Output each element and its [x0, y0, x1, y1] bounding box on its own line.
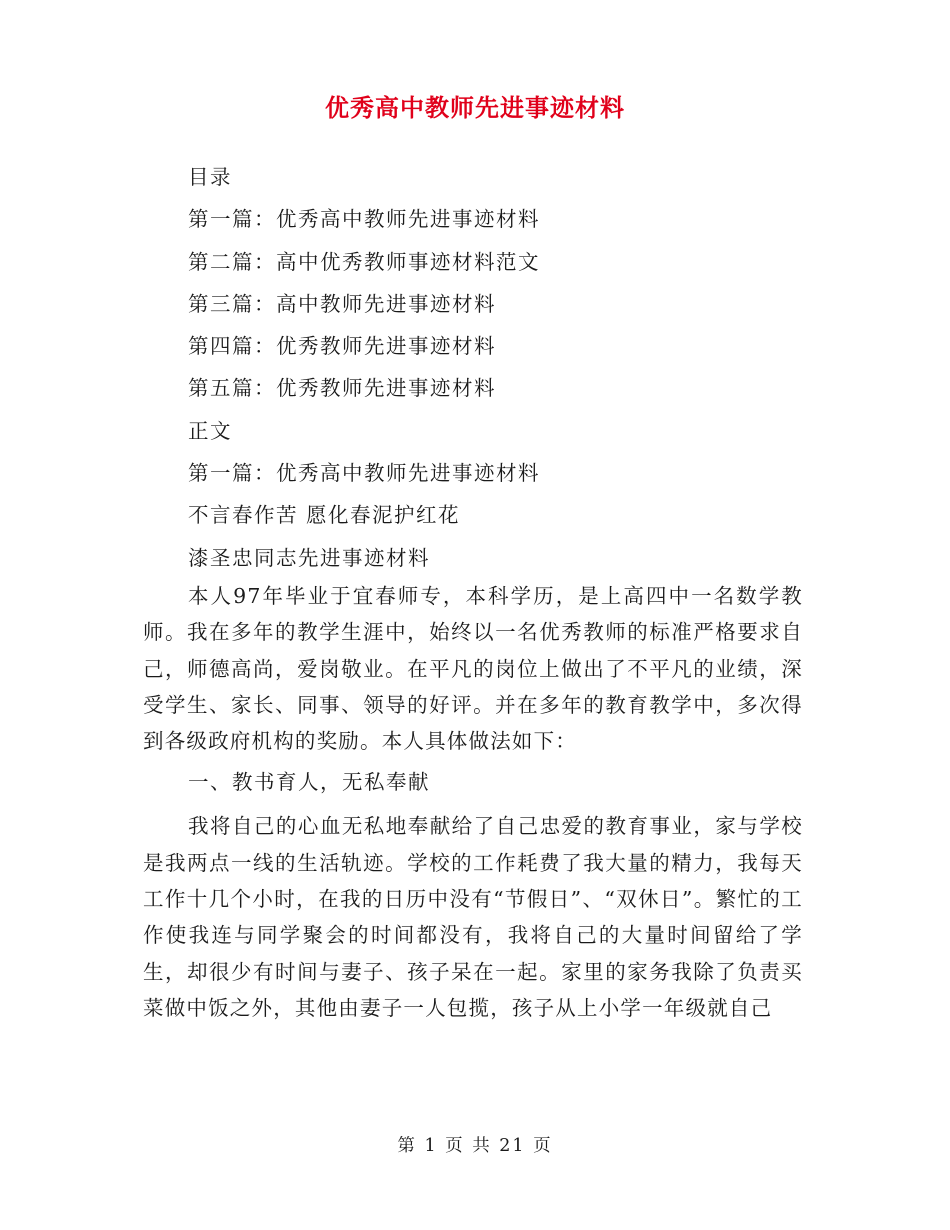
toc-item-3: 第三篇：高中教师先进事迹材料: [188, 291, 496, 316]
body-text: [143, 578, 803, 1026]
document-title: 优秀高中教师先进事迹材料: [325, 93, 625, 122]
chapter-title: 第一篇：优秀高中教师先进事迹材料: [188, 461, 540, 486]
table-of-contents: [188, 156, 828, 579]
toc-item-1: 第一篇：优秀高中教师先进事迹材料: [188, 207, 540, 232]
chapter-byline: 漆圣忠同志先进事迹材料: [188, 545, 430, 570]
page-footer: 第 1 页 共 21 页: [397, 1136, 553, 1156]
body-heading: 正文: [188, 418, 232, 443]
toc-heading: 目录: [188, 165, 232, 189]
section-heading: 一、教书育人，无私奉献: [188, 770, 430, 795]
toc-item-4: 第四篇：优秀教师先进事迹材料: [188, 334, 496, 359]
toc-item-2: 第二篇：高中优秀教师事迹材料范文: [188, 249, 540, 274]
toc-item-5: 第五篇：优秀教师先进事迹材料: [188, 376, 496, 401]
paragraph-intro: 本人97年毕业于宜春师专，本科学历，是上高四中一名数学教师。我在多年的教学生涯中，始终以一名优秀教师的标准严格要求自己，师德高尚，爱岗敬业。在平凡的岗位上做出了不平凡的业绩，深受学生、家长、同事、领导的好评。并在多年的教育教学中，多次得到各级政府机构的奖励。本人具体做法如下：: [143, 584, 803, 754]
chapter-subtitle: 不言春作苦 愿化春泥护红花: [188, 503, 461, 528]
paragraph-section-1: 我将自己的心血无私地奉献给了自己忠爱的教育事业，家与学校是我两点一线的生活轨迹。学校的工作耗费了我大量的精力，我每天工作十几个小时，在我的日历中没有“节假日”、“双休日”。繁忙的工作使我连与同学聚会的时间都没有，我将自己的大量时间留给了学生，却很少有时间与妻子、孩子呆在一起。家里的家务我除了负责买菜做中饭之外，其他由妻子一人包揽，孩子从上小学一年级就自己: [143, 814, 803, 1020]
